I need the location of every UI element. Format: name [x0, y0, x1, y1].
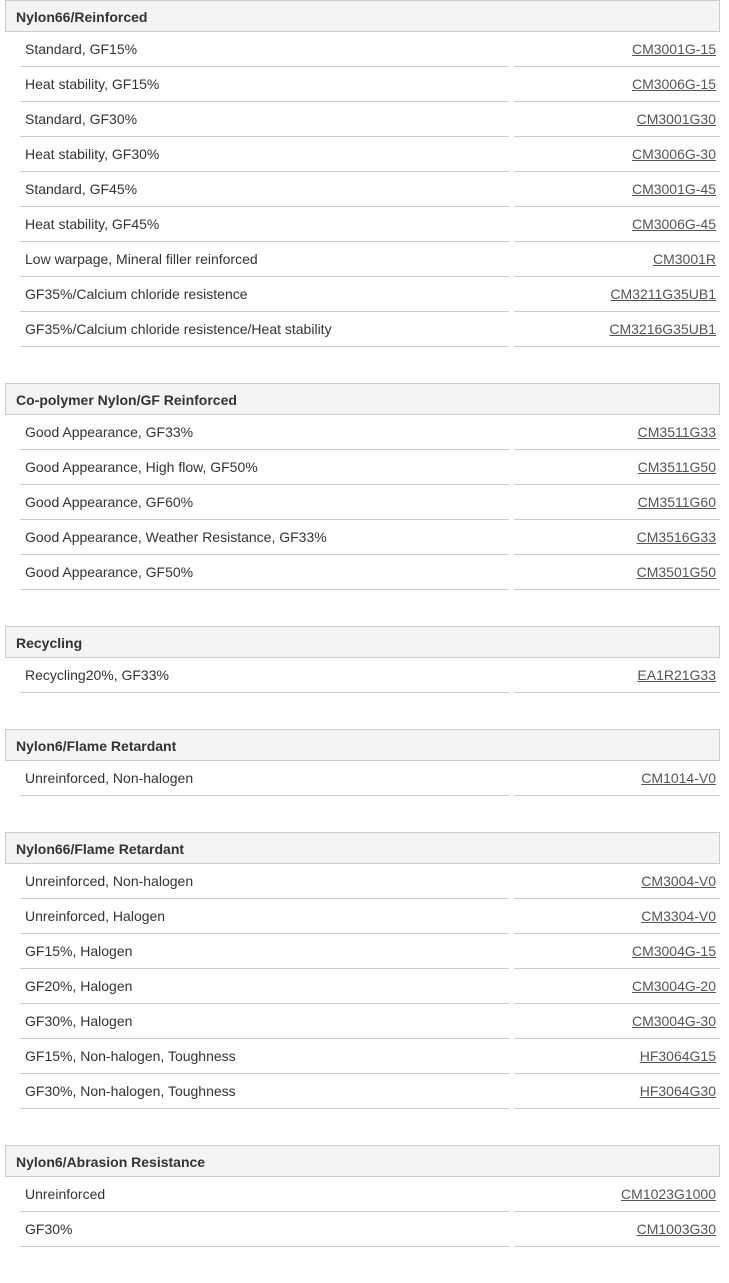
product-code-cell	[514, 102, 720, 137]
product-code-cell	[514, 899, 720, 934]
product-description: Standard, GF45%	[20, 172, 509, 207]
product-code-link[interactable]: CM3001R	[652, 251, 716, 267]
product-code-link[interactable]: CM3001G-15	[631, 41, 716, 57]
product-code-cell	[514, 1212, 720, 1247]
product-section	[5, 383, 720, 590]
product-section	[5, 832, 720, 1109]
product-description: GF30%	[20, 1212, 509, 1247]
product-row	[20, 102, 720, 137]
product-description: Heat stability, GF15%	[20, 67, 509, 102]
product-description: Good Appearance, GF60%	[20, 485, 509, 520]
product-section	[5, 626, 720, 693]
product-row	[20, 555, 720, 590]
product-description: GF15%, Halogen	[20, 934, 509, 969]
section-title: Nylon66/Reinforced	[5, 0, 720, 32]
product-row	[20, 207, 720, 242]
product-code-cell	[514, 207, 720, 242]
product-code-link[interactable]: EA1R21G33	[637, 667, 716, 683]
product-description: Heat stability, GF30%	[20, 137, 509, 172]
product-row	[20, 415, 720, 450]
product-description: Unreinforced, Non-halogen	[20, 864, 509, 899]
product-code-link[interactable]: CM3004-V0	[641, 873, 716, 889]
product-row	[20, 172, 720, 207]
product-code-cell	[514, 555, 720, 590]
product-description: Good Appearance, Weather Resistance, GF33%	[20, 520, 509, 555]
product-row	[20, 485, 720, 520]
product-code-cell	[514, 1004, 720, 1039]
product-description: Good Appearance, GF33%	[20, 415, 509, 450]
product-description: GF30%, Non-halogen, Toughness	[20, 1074, 509, 1109]
product-code-link[interactable]: CM3511G50	[637, 459, 716, 475]
product-code-cell	[514, 277, 720, 312]
section-title: Nylon6/Flame Retardant	[5, 729, 720, 761]
section-title: Recycling	[5, 626, 720, 658]
product-code-cell	[514, 312, 720, 347]
product-description: GF20%, Halogen	[20, 969, 509, 1004]
product-code-cell	[514, 1074, 720, 1109]
product-description: Unreinforced, Halogen	[20, 899, 509, 934]
product-row	[20, 137, 720, 172]
product-code-link[interactable]: CM3006G-15	[631, 76, 716, 92]
product-description: GF35%/Calcium chloride resistence/Heat stability	[20, 312, 509, 347]
product-section	[5, 729, 720, 796]
product-description: GF35%/Calcium chloride resistence	[20, 277, 509, 312]
product-row	[20, 1212, 720, 1247]
product-row	[20, 1074, 720, 1109]
product-row	[20, 520, 720, 555]
product-code-link[interactable]: CM3216G35UB1	[609, 321, 716, 337]
product-description: Recycling20%, GF33%	[20, 658, 509, 693]
product-description: GF30%, Halogen	[20, 1004, 509, 1039]
product-code-cell	[514, 520, 720, 555]
product-row	[20, 899, 720, 934]
product-code-cell	[514, 1039, 720, 1074]
product-row	[20, 761, 720, 796]
product-row	[20, 1177, 720, 1212]
product-code-link[interactable]: CM1003G30	[636, 1221, 716, 1237]
product-code-link[interactable]: CM3006G-45	[631, 216, 716, 232]
product-row	[20, 1039, 720, 1074]
product-code-cell	[514, 32, 720, 67]
product-row	[20, 67, 720, 102]
product-code-link[interactable]: CM1014-V0	[641, 770, 716, 786]
product-code-cell	[514, 1177, 720, 1212]
product-code-cell	[514, 934, 720, 969]
product-description: GF15%, Non-halogen, Toughness	[20, 1039, 509, 1074]
product-code-cell	[514, 450, 720, 485]
product-code-link[interactable]: CM3211G35UB1	[610, 286, 716, 302]
product-code-cell	[514, 658, 720, 693]
product-code-link[interactable]: CM3501G50	[636, 564, 716, 580]
product-code-link[interactable]: CM3004G-15	[631, 943, 716, 959]
section-title: Nylon6/Abrasion Resistance	[5, 1145, 720, 1177]
section-title: Co-polymer Nylon/GF Reinforced	[5, 383, 720, 415]
product-row	[20, 312, 720, 347]
product-description: Good Appearance, High flow, GF50%	[20, 450, 509, 485]
product-code-link[interactable]: CM3006G-30	[631, 146, 716, 162]
product-code-cell	[514, 415, 720, 450]
product-code-link[interactable]: CM3004G-30	[631, 1013, 716, 1029]
product-code-cell	[514, 485, 720, 520]
product-code-link[interactable]: HF3064G15	[639, 1048, 716, 1064]
product-row	[20, 864, 720, 899]
product-description: Unreinforced, Non-halogen	[20, 761, 509, 796]
product-row	[20, 1004, 720, 1039]
product-code-cell	[514, 67, 720, 102]
product-code-link[interactable]: CM3511G60	[637, 494, 716, 510]
product-code-cell	[514, 969, 720, 1004]
product-code-cell	[514, 864, 720, 899]
product-code-link[interactable]: HF3064G30	[639, 1083, 716, 1099]
product-description: Standard, GF15%	[20, 32, 509, 67]
product-code-cell	[514, 137, 720, 172]
product-description: Heat stability, GF45%	[20, 207, 509, 242]
product-row	[20, 242, 720, 277]
product-code-link[interactable]: CM3304-V0	[641, 908, 716, 924]
product-row	[20, 969, 720, 1004]
product-code-link[interactable]: CM3004G-20	[631, 978, 716, 994]
product-description: Standard, GF30%	[20, 102, 509, 137]
product-code-cell	[514, 761, 720, 796]
product-description: Low warpage, Mineral filler reinforced	[20, 242, 509, 277]
product-section	[5, 1145, 720, 1247]
product-row	[20, 450, 720, 485]
product-row	[20, 277, 720, 312]
product-code-link[interactable]: CM1023G1000	[621, 1186, 716, 1202]
product-description: Unreinforced	[20, 1177, 509, 1212]
product-code-cell	[514, 172, 720, 207]
section-title: Nylon66/Flame Retardant	[5, 832, 720, 864]
product-row	[20, 934, 720, 969]
product-code-cell	[514, 242, 720, 277]
product-section	[5, 0, 720, 347]
product-code-link[interactable]: CM3001G30	[636, 111, 716, 127]
product-row	[20, 32, 720, 67]
product-description: Good Appearance, GF50%	[20, 555, 509, 590]
product-code-link[interactable]: CM3511G33	[637, 424, 716, 440]
product-code-link[interactable]: CM3001G-45	[631, 181, 716, 197]
product-row	[20, 658, 720, 693]
product-code-link[interactable]: CM3516G33	[636, 529, 716, 545]
